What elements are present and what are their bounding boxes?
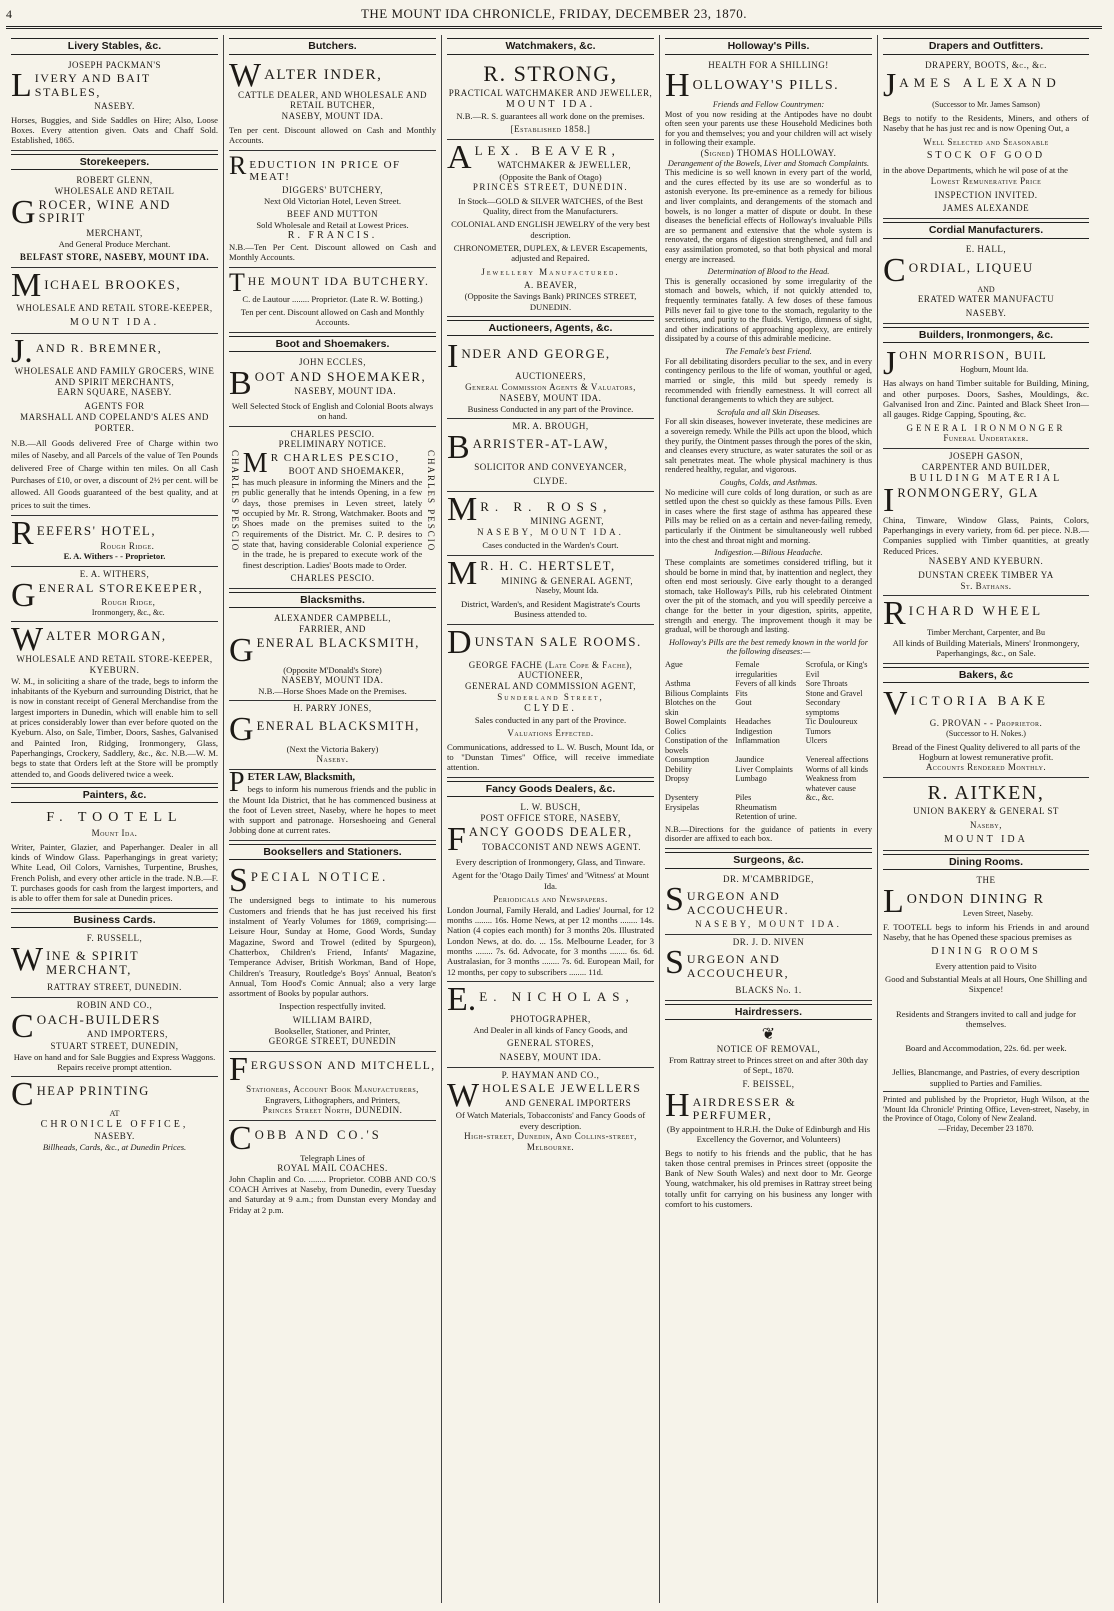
ad-bremner: J. AND R. BREMNER, WHOLESALE AND FAMILY GROCERS, WINE AND SPIRIT MERCHANTS, EARN SQUARE, NASEBY. AGENTS FOR MARSHALL AND COPELAND'S ALES AND PORTER. N.B.—All Goods delivered Free of Charge within two miles of Naseby, and all Parcels of the value of Ten Pounds delivered Free of Charge within ten miles. On all Cash Purchases of £10, or over, a discount of 2½ per cent. will be allowed. All Goods guaranteed of the best quality, and at prices to suit the times. (11, 334, 218, 517)
ad-mount-ida-butchery: T HE MOUNT IDA BUTCHERY. C. de Lautour ........ Proprietor. (Late R. W. Botting.) Ten per cent. Discount allowed on Cash and Monthly Accounts. (229, 268, 436, 333)
section-watchmakers: Watchmakers, &c. (447, 38, 654, 55)
ad-packman: JOSEPH PACKMAN'S L IVERY AND BAIT STABLES, NASEBY. Horses, Buggies, and Side Saddles on Hire; Also, Loose Boxes. Every attention given. Oats and Chaff Sold. Established, 1865. (11, 58, 218, 151)
section-livery: Livery Stables, &c. (11, 38, 218, 55)
disease-item: Constipation of the bowels (665, 736, 728, 755)
disease-item (806, 812, 872, 822)
ad-hayman: P. HAYMAN AND CO., W HOLESALE JEWELLERS AND GENERAL IMPORTERS Of Watch Materials, Tobacconists' and Fancy Goods of every description. High-street, Dunedin, And Collins-street, Melbourne. (447, 1069, 646, 1152)
disease-item: Female irregularities (735, 659, 778, 679)
newspaper-title: THE MOUNT IDA CHRONICLE, FRIDAY, DECEMBER 23, 1870. (360, 6, 748, 21)
ad-victoria-bakery: V ICTORIA BAKE G. PROVAN - - Proprietor. (Successor to H. Nokes.) Bread of the Finest Quality delivered to all parts of the Hogburn at lowest remunerative profit. Accounts Rendered Monthly. (883, 686, 1089, 778)
disease-list (665, 660, 872, 822)
column-4 (660, 35, 878, 1603)
disease-item: Consumption (665, 755, 710, 765)
section-boot: Boot and Shoemakers. (229, 336, 436, 353)
ad-tootell: F. TOOTELL Mount Ida. Writer, Painter, Glazier, and Paperhanger. Dealer in all kinds of Window Glass. Paperhangings in great variety; White Lead, Oil Colors, Varnishes, Turpentine, Brushes, French Polish, and every other article in the trade. N.B.—F. T. purchases goods for cash from the largest importers, and is able to offer them for sale at Dunedin prices. (11, 806, 218, 908)
disease-item: Tumors (805, 726, 831, 736)
column-3 (442, 35, 660, 1603)
disease-item: Blotches on the skin (665, 698, 716, 717)
ad-brookes: M ICHAEL BROOKES, WHOLESALE AND RETAIL STORE-KEEPER, MOUNT IDA. (11, 268, 218, 334)
ad-strong: R. STRONG, PRACTICAL WATCHMAKER AND JEWELLER, MOUNT IDA. N.B.—R. S. guarantees all work done on the premises. [Established 1858.] (447, 58, 654, 140)
ad-beaver: A LEX. BEAVER, WATCHMAKER & JEWELLER, (Opposite the Bank of Otago) PRINCES STREET, DUNEDIN. In Stock—GOLD & SILVER WATCHES, of the Best Quality, direct from the Manufacturers. COLONIAL AND ENGLISH JEWELRY of the very best description. CHRONOMETER, DUPLEX, & LEVER Escapements, adjusted and Repaired. Jewellery Manufactured. A. BEAVER, (Opposite the Savings Bank) PRINCES STREET, DUNEDIN. (447, 140, 654, 317)
ad-robin: ROBIN AND CO., C OACH-BUILDERS AND IMPORTERS, STUART STREET, DUNEDIN, Have on hand and for Sale Buggies and Express Waggons. Repairs receive prompt attention. (11, 998, 218, 1077)
disease-item: Indigestion (735, 726, 773, 736)
crest-icon: ❦ (761, 1026, 776, 1044)
section-bakers: Bakers, &c (883, 667, 1089, 684)
disease-item: Rheumatism (735, 802, 777, 812)
disease-item: Jaundice (735, 755, 764, 765)
disease-item: Secondary symptoms (805, 698, 841, 717)
ad-campbell: ALEXANDER CAMPBELL, FARRIER, AND G ENERAL BLACKSMITH, (Opposite M'Donald's Store) NASEBY, MOUNT IDA. N.B.—Horse Shoes Made on the Premises. (229, 611, 436, 701)
disease-item: Fits (735, 688, 748, 698)
column-2 (224, 35, 442, 1603)
disease-item: Headaches (735, 717, 771, 727)
disease-item: Gout (735, 698, 752, 708)
column-1 (6, 35, 224, 1603)
ad-glenn: ROBERT GLENN, WHOLESALE AND RETAIL G ROCER, WINE AND SPIRIT MERCHANT, And General Produce Merchant. BELFAST STORE, NASEBY, MOUNT IDA. (11, 173, 218, 268)
section-storekeepers: Storekeepers. (11, 154, 218, 171)
disease-item: Piles (735, 793, 752, 803)
section-drapers: Drapers and Outfitters. (883, 38, 1089, 55)
disease-item (665, 812, 731, 822)
section-dining: Dining Rooms. (883, 854, 1089, 871)
ad-holloway: HEALTH FOR A SHILLING! H OLLOWAY'S PILLS. Friends and Fellow Countrymen: Most of you now residing at the Antipodes have no doubt often seen your parents use these Household Medicines both for you and themselves; you and your children will act wisely in following their example. (Signed) THOMAS HOLLOWAY. Derangement of the Bowels, Liver and Stomach Complaints. This medicine is so well known in every part of the world, and the cures effected by its use are so wonderful as to astonish everyone. Its pre-eminence as a remedy for bilious and liver complaints, and derangements of the stomach and bowels, is no longer a matter of dispute or doubt. In these diseases the beneficial effects of Holloway's invaluable Pills are so permanent and extensive that the whole system is renovated, the organs of digestion strengthened, and full and easy assimilation promoted, so that both physical and moral energy are increased. Determination of Blood to the Head. This is generally occasioned by some irregularity of the stomach and bowels, which, if not quickly attended to, frequently terminates fatally. A few doses of these famous Pills never fail to give tone to the stomach, regularity to the secretions, and purity to the fluids. Vertigo, dimness of sight, and other indications of approaching apoplexy, are entirely dissipated by a course of this admirable medicine. The Female's best Friend. For all debilitating disorders peculiar to the sex, and in every contingency perilous to the life of woman, youthful or aged, married or single, this mild but speedy remedy is recommended with friendly earnestness. It will correct all functional derangements to which they are subject. Scrofula and all Skin Diseases. For all skin diseases, however inveterate, these medicines are a sovereign remedy. While the Pills act upon the blood, which they purify, the Ointment passes through the pores of the skin, and cleanses every structure, as water saturates the soil or as salt penetrates meat. The whole physical machinery is thus rendered healthy, regular, and vigorous. Coughs, Colds, and Asthmas. No medicine will cure colds of long duration, or such as are settled upon the chest so quickly as these famous Pills. Even in cases where the first stage of asthma has appeared these Pills may be relied on as a certain and never-failing remedy, particularly if the Ointment be simultaneously well rubbed into the chest and throat night and morning. Indigestion.—Bilious Headache. These complaints are sometimes considered trifling, but it should be borne in mind that, by inattention and neglect, they often end most seriously. Give early thought to a deranged stomach, take Holloway's Pills, rub his celebrated Ointment over the pit of the stomach, and you will speedily perceive a change for the better in your digestion, spirits, appetite, strength and energy. The improvement though it may be gradual, will be thorough and lasting. Holloway's Pills are the best remedy known in the world for the following diseases:— Ague Female irregularities Scrofula, or King's Evil Asthma Fevers of all kinds Sore Throats Bilious Complaints Fits Stone and Gravel Blotches on the skin Gout Secondary symptoms Bowel Complaints Headaches Tic Douloureux Colics Indigestion Tumors Constipation of the bowels Inflammation Ulcers Consumption Jaundice Venereal affections Debility Liver Complaints Worms of all kinds Dropsy Lumbago Weakness from whatever cause Dysentery Piles &c., &c. Erysipelas Rheumatism Retention of urine. N.B.—Directions for the guidance of patients in every disorder are affixed to each box. (665, 58, 872, 849)
section-business-cards: Business Cards. (11, 912, 218, 929)
section-butchers: Butchers. (229, 38, 436, 55)
disease-item: Weakness from whatever cause (805, 774, 857, 793)
ad-withers: E. A. WITHERS, G ENERAL STOREKEEPER, Rough Ridge, Ironmongery, &c., &c. (11, 567, 218, 622)
ad-jones: H. PARRY JONES, G ENERAL BLACKSMITH, (Next the Victoria Bakery) Naseby. (229, 701, 436, 770)
section-booksellers: Booksellers and Stationers. (229, 844, 436, 861)
ad-morgan: W ALTER MORGAN, WHOLESALE AND RETAIL STORE-KEEPER, KYEBURN. W. M., in soliciting a share of the trade, begs to inform the inhabitants of the Kyeburn and surrounding District, that he is now in constant receipt of General Merchandise from the largest importers in Dunedin, which will enable him to sell at prices considerably lower than ever before quoted on the Kyeburn. Also, on Sale, Timber, Doors, Sashes, Galvanised and Painted Iron, Ridging, Ironmongery, Glass, Paperhangings, Crockery, Saddlery, &c., &c. N.B.—W. M. begs to state that Orders left at the Store will be promptly attended to, and Goods delivered twice a week. (11, 622, 218, 784)
ad-alexander: DRAPERY, BOOTS, &c., &c. J AMES ALEXAND (Successor to Mr. James Samson) Begs to notify to the Residents, Miners, and others of Naseby that he has just rec and is now Opening Out, a Well Selected and Seasonable STOCK OF GOOD in the above Departments, which he wil pose of at the Lowest Remunerative Price INSPECTION INVITED. JAMES ALEXANDE (883, 58, 1089, 220)
ad-brough: MR. A. BROUGH, B ARRISTER-AT-LAW, SOLICITOR AND CONVEYANCER, CLYDE. (447, 419, 654, 491)
ad-niven: DR. J. D. NIVEN S URGEON AND ACCOUCHEUR, BLACKS No. 1. (665, 935, 872, 1001)
disease-item: Tic Douloureux (805, 717, 858, 727)
ad-eccles: JOHN ECCLES, B OOT AND SHOEMAKER, NASEBY, MOUNT IDA. Well Selected Stock of English and Colonial Boots always on hand. (229, 355, 436, 426)
disease-item (806, 803, 872, 813)
disease-item: Bilious Complaints (665, 688, 729, 698)
section-fancy-goods: Fancy Goods Dealers, &c. (447, 781, 654, 798)
disease-item: Colics (665, 726, 686, 736)
ad-russell: F. RUSSELL, W INE & SPIRIT MERCHANT, RATTRAY STREET, DUNEDIN. (11, 931, 218, 998)
disease-item: Worms of all kinds (805, 764, 868, 774)
section-builders: Builders, Ironmongers, &c. (883, 327, 1089, 344)
disease-item: Fevers of all kinds (735, 679, 797, 689)
disease-item: Dysentery (665, 793, 699, 803)
disease-item: Liver Complaints (735, 764, 793, 774)
ad-hall: E. HALL, C ORDIAL, LIQUEU AND ERATED WATER MANUFACTU NASEBY. (883, 242, 1089, 324)
ad-busch: L. W. BUSCH, POST OFFICE STORE, NASEBY, F ANCY GOODS DEALER, TOBACCONIST AND NEWS AGENT. Every description of Ironmongery, Glass, and Tinware. Agent for the 'Otago Daily Times' and 'Witness' at Mount Ida. Periodicals and Newspapers. London Journal, Family Herald, and Ladies' Journal, for 12 months ........ 16s. Home News, at per 12 months ........ 14s. Nation (4 copies each month) for 3 months 20s. Illustrated London News, at do. do. ... 15s. Melbourne Leader, for 3 months ........ 7s. 6d. Advocate, for 3 months ........ 6s. 6d. Australasian, for 3 months ........ 7s. 6d. European Mail, for 12 months, per copy to subscribers ........ 11d. (447, 800, 654, 982)
disease-item: Retention of urine. (735, 812, 797, 822)
section-surgeons: Surgeons, &c. (665, 852, 872, 869)
ad-cobb: C OBB AND CO.'S Telegraph Lines of ROYAL MAIL COACHES. John Chaplin and Co. ........ Proprietor. COBB AND CO.'S COACH Arrives at Naseby, from Dunedin, every Tuesday and Saturday at 9 a.m.; from Dunstan every Monday and Friday at 2 p.m. (229, 1119, 436, 1215)
ad-mccambridge: DR. M'CAMBRIDGE, S URGEON AND ACCOUCHEUR. NASEBY, MOUNT IDA. (665, 872, 872, 935)
disease-item: Erysipelas (665, 802, 700, 812)
disease-item: Sore Throats (805, 679, 848, 689)
ad-fergusson: F ERGUSSON AND MITCHELL, Stationers, Account Book Manufacturers, Engravers, Lithographers, and Printers, Princes Street North, DUNEDIN. (229, 1052, 436, 1121)
ad-reefers: R EEFERS' HOTEL, Rough Ridge. E. A. Withers - - Proprietor. (11, 516, 218, 566)
page-number: 4 (6, 6, 13, 21)
ad-gason: JOSEPH GASON, CARPENTER AND BUILDER, BUILDING MATERIAL I RONMONGERY, GLA China, Tinware, Window Glass, Paints, Colors, Paperhangings in every variety, from 6d. per piece. N.B.—Companies supplied with Timber quantities, at greatly Reduced Prices. NASEBY AND KYEBURN. DUNSTAN CREEK TIMBER YA St. Bathans. (883, 449, 1089, 596)
ad-morrison: J OHN MORRISON, BUIL Hogburn, Mount Ida. Has always on hand Timber suitable for Building, Mining, and other purposes. Doors, Sashes, Mouldings, &c. Galvanised Iron and Zinc. Painted and Black Sheet Iron—all gauges. Ridge Capping, Spouting, &c. GENERAL IRONMONGER Funeral Undertaker. (883, 346, 1089, 449)
ad-london-dining: THE L ONDON DINING R Leven Street, Naseby. F. TOOTELL begs to inform his Friends in and around Naseby, that he has Opened these spacious premises as DINING ROOMS Every attention paid to Visito Good and Substantial Meals at all Hours, One Shilling and Sixpence! Residents and Strangers invited to call and judge for themselves. Board and Accommodation, 22s. 6d. per week. Jellies, Blancmange, and Pastries, of every description supplied to Parties and Families. Printed and published by the Proprietor, Hugh Wilson, at the 'Mount Ida Chronicle' Printing Office, Leven-street, Naseby, in the Province of Otago, Colony of New Zealand. —Friday, December 23 1870. (883, 875, 1089, 1133)
disease-item: Dropsy (665, 774, 690, 784)
section-hairdressers: Hairdressers. (665, 1004, 872, 1021)
ad-special-notice: S PECIAL NOTICE. The undersigned begs to intimate to his numerous Customers and friends that he has just received his first instalment of Yearly Volumes for 1869, comprising:—Leisure Hour, Sunday at Home, Good Words, Sunday Magazine, Sword and Trowel (edited by Spurgeon), Chatterbox, Children's Friend, Infants' Magazine, Temperance Adviser, British Workman, Band of Hope, Children's Treasury, Routledge's Boys' Annual, Beaton's Annual, Tom Hood's Comic Annual; also a very large assortment of Books by popular authors. Inspection respectfully invited. WILLIAM BAIRD, Bookseller, Stationer, and Printer, GEORGE STREET, DUNEDIN (229, 863, 436, 1051)
section-painters: Painters, &c. (11, 787, 218, 804)
ad-hertslet: M R. H. C. HERTSLET, MINING & GENERAL AGENT, Naseby, Mount Ida. District, Warden's, and Resident Magistrate's Courts Business attended to. (447, 556, 654, 625)
disease-item: Lumbago (735, 774, 767, 784)
ad-pescio: CHARLES PESCIO. PRELIMINARY NOTICE. CHARLES PESCIO M R CHARLES PESCIO, BOOT AND SHOEMAKER, has much pleasure in informing the Miners and the public generally that he intends Opening, in a few days, those premises in Leven street, lately occupied by Mr. R. Strong, Watchmaker. Boots and Shoes made on the premises suited to the requirements of the District. Mr. C. P. desires to state that, having considerable Colonial experience in the trade, he is prepared to execute work of the finest description. Ladies' Boots made to Order. CHARLES PESCIO CHARLES PESCIO. (229, 427, 436, 589)
imprint-date: —Friday, December 23 1870. (938, 1123, 1034, 1133)
section-holloway: Holloway's Pills. (665, 38, 872, 55)
ad-nicholas: E. E. NICHOLAS, PHOTOGRAPHER, And Dealer in all kinds of Fancy Goods, and GENERAL STORES, NASEBY, MOUNT IDA. (447, 982, 654, 1068)
disease-item: Stone and Gravel (805, 688, 863, 698)
ad-wheeler: R ICHARD WHEEL Timber Merchant, Carpenter, and Bu All kinds of Building Materials, Miners' Ironmongery, Paperhangings, &c., on Sale. (883, 596, 1089, 663)
ad-ross: M R. R. ROSS, MINING AGENT, NASEBY, MOUNT IDA. Cases conducted in the Warden's Court. (447, 492, 654, 556)
disease-item: Venereal affections (805, 755, 869, 765)
ad-inder: W ALTER INDER, CATTLE DEALER, AND WHOLESALE AND RETAIL BUTCHER, NASEBY, MOUNT IDA. Ten per cent. Discount allowed on Cash and Monthly Accounts. (229, 58, 436, 151)
ad-inder-george: I NDER AND GEORGE, AUCTIONEERS, General Commission Agents & Valuators, NASEBY, MOUNT IDA. Business Conducted in any part of the Province. (447, 339, 654, 419)
ad-law: P ETER LAW, Blacksmith, begs to inform his numerous friends and the public in the Mount Ida District, that he has commenced business at the foot of Leven street, Naseby, where he hopes to meet with support and patronage. Horseshoeing and General Jobbing done at current rates. (229, 770, 436, 841)
section-auctioneers: Auctioneers, Agents, &c. (447, 320, 654, 337)
section-blacksmiths: Blacksmiths. (229, 592, 436, 609)
disease-item: Debility (665, 764, 692, 774)
disease-item: Bowel Complaints (665, 717, 727, 727)
ad-aitken: R. AITKEN, UNION BAKERY & GENERAL ST Naseby, MOUNT IDA (883, 778, 1089, 851)
ad-beissel: ❦ NOTICE OF REMOVAL, From Rattray street to Princes street on and after 30th day of Sept., 1870. F. BEISSEL, H AIRDRESSER & PERFUMER, (By appointment to H.R.H. the Duke of Edinburgh and His Excellency the Governor, and Volunteers) Begs to notify to his friends and the public, that he has taken those central premises in Princes street (opposite the Bank of New South Wales) and next door to Mr. George Young, watchmaker, his old premises in Rattray street being totally unfit for carrying on his business any longer with comfort to his customers. (665, 1026, 872, 1210)
ad-cheap-printing: C HEAP PRINTING AT CHRONICLE OFFICE, NASEBY. Billheads, Cards, &c., at Dunedin Prices. (11, 1076, 189, 1152)
disease-item: Ulcers (805, 736, 828, 746)
column-5 (878, 35, 1094, 1603)
disease-item: &c., &c. (805, 793, 834, 803)
imprint: Printed and published by the Proprietor, Hugh Wilson, at the 'Mount Ida Chronicle' Printing Office, Leven-street, Naseby, in the Province of Otago, Colony of New Zealand. (883, 1095, 1089, 1124)
masthead (6, 4, 1102, 29)
disease-item: Ague (665, 659, 683, 669)
ad-reduction: R EDUCTION IN PRICE OF MEAT! DIGGERS' BUTCHERY, Next Old Victorian Hotel, Leven Street. BEEF AND MUTTON Sold Wholesale and Retail at Lowest Prices. R. FRANCIS. N.B.—Ten Per Cent. Discount allowed on Cash and Monthly Accounts. (229, 151, 436, 268)
disease-item: Asthma (665, 679, 691, 689)
ad-dunstan: D UNSTAN SALE ROOMS. GEORGE FACHE (Late Cope & Fache), AUCTIONEER, GENERAL AND COMMISSION AGENT, Sunderland Street, CLYDE. Sales conducted in any part of the Province. Valuations Effected. Communications, addressed to L. W. Busch, Mount Ida, or to "Dunstan Times" Office, will receive immediate attention. (447, 625, 654, 778)
disease-item: Scrofula, or King's Evil (805, 659, 868, 679)
section-cordial: Cordial Manufacturers. (883, 222, 1089, 239)
disease-item: Inflammation (735, 736, 780, 746)
columns (6, 35, 1102, 1603)
